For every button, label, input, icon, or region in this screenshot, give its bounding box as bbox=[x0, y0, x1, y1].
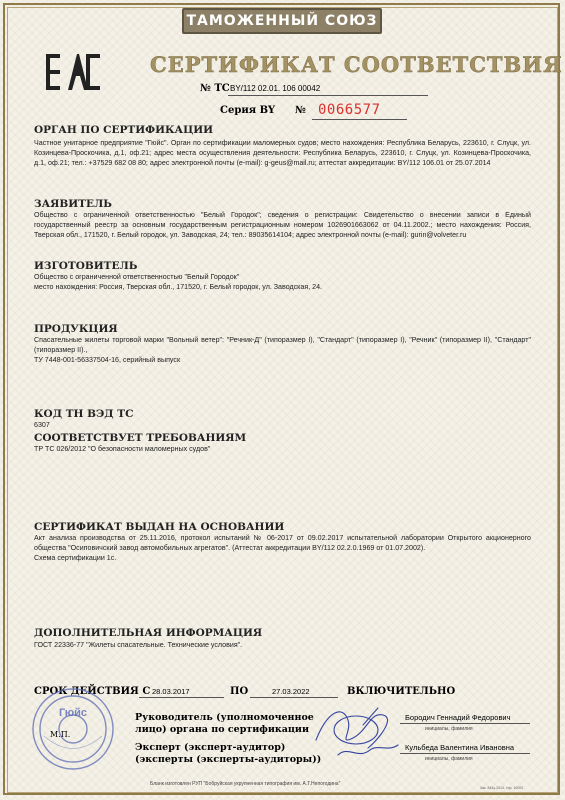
head-name: Бородич Геннадий Федорович bbox=[405, 713, 511, 722]
inclusive-label: ВКЛЮЧИТЕЛЬНО bbox=[347, 686, 456, 697]
valid-from-label: СРОК ДЕЙСТВИЯ С bbox=[34, 686, 151, 697]
product-description: Спасательные жилеты торговой марки "Вольный ветер": "Речник-Д" (типоразмер I), "Стандарт" (типоразмер I), "Речник" (типоразмер II), "Стандарт" (типоразмер II)., bbox=[34, 336, 531, 354]
hs-code-value: 6307 bbox=[34, 421, 50, 429]
manufacturer-text bbox=[34, 273, 531, 293]
eac-logo-icon bbox=[46, 52, 100, 92]
valid-to-date: 27.03.2022 bbox=[272, 687, 310, 696]
manufacturer-heading: ИЗГОТОВИТЕЛЬ bbox=[34, 260, 138, 272]
basis-description: Акт анализа производства от 25.11.2016, протокол испытаний № 06-2017 от 09.02.2017 испытательной лаборатории Открытого акционерного общества "Осиповичский завод автомобильных агрегатов". (Аттестат аккредитации BY/112 02.2.0.1969 от 01.07.2002). bbox=[34, 534, 531, 552]
requirements-text: ТР ТС 026/2012 "О безопасности маломерных судов" bbox=[34, 445, 211, 453]
additional-info-text: ГОСТ 22336-77 "Жилеты спасательные. Технические условия". bbox=[34, 641, 243, 649]
serial-number: 0066577 bbox=[318, 102, 381, 118]
expert-name-caption: инициалы, фамилия bbox=[425, 756, 473, 762]
expert-name: Кульбеда Валентина Ивановна bbox=[405, 743, 515, 752]
requirements-heading: СООТВЕТСТВУЕТ ТРЕБОВАНИЯМ bbox=[34, 432, 247, 444]
organ-text: Частное унитарное предприятие "Гюйс". Орган по сертификации маломерных судов; место нахождения: Республика Беларусь, 223610, г. Слуцк, ул. Козинцева-Проскочика, д.1, оф.21; адрес места осуществления деятельности: Республика Беларусь, 223610, г. Слуцк, ул. Козинцева-Проскочика, д.1, оф.21; тел.: +37529 682 08 80; адрес электронной почты (e-mail): g-geus@mail.ru; аттестат аккредитации: BY/112 106.01 от 25.07.2014 bbox=[34, 139, 531, 167]
seal-place-label: М.П. bbox=[50, 730, 71, 739]
number-label: № ТС bbox=[200, 83, 230, 94]
head-name-caption: инициалы, фамилия bbox=[425, 726, 473, 732]
signature-icon bbox=[308, 700, 408, 765]
series-label: Серия BY bbox=[220, 105, 276, 116]
seal-stamp-icon bbox=[30, 686, 116, 772]
basis-text bbox=[34, 534, 531, 563]
footer-order: Зак. 844у-2014, тир. 10000 bbox=[480, 786, 524, 790]
basis-heading: СЕРТИФИКАТ ВЫДАН НА ОСНОВАНИИ bbox=[34, 521, 285, 533]
certificate-number bbox=[200, 83, 430, 97]
head-role: Руководитель (уполномоченное лицо) органа по сертификации bbox=[135, 712, 314, 736]
series-no-label: № bbox=[295, 105, 306, 116]
valid-from-date: 28.03.2017 bbox=[152, 687, 190, 696]
applicant-text: Общество с ограниченной ответственностью "Белый Городок"; сведения о регистрации: Свидетельство о внесении записи в Единый государственный реестр за основным государственным регистрационным номером 1026901663062 от 04.11.2002.; место нахождения: Россия, Тверская обл., 171520, г. Белый городок, ул. Заводская, 24; тел.: 89035614104; адрес электронной почты (e-mail): gurin@volveter.ru bbox=[34, 211, 531, 239]
manufacturer-address: место нахождения: Россия, Тверская обл., 171520, г. Белый городок, ул. Заводская, 24. bbox=[34, 282, 323, 291]
product-heading: ПРОДУКЦИЯ bbox=[34, 323, 118, 335]
certificate-title: СЕРТИФИКАТ СООТВЕТСТВИЯ bbox=[150, 52, 563, 77]
banner-text: ТАМОЖЕННЫЙ СОЮЗ bbox=[186, 13, 378, 29]
expert-role: Эксперт (эксперт-аудитор) (эксперты (эксперты-аудиторы)) bbox=[135, 742, 322, 766]
stamp-text: Гюйс bbox=[58, 707, 88, 719]
customs-union-banner bbox=[182, 8, 382, 34]
hs-code-heading: КОД ТН ВЭД ТС bbox=[34, 408, 134, 420]
footer-printer: Бланк изготовлен РУП "Бобруйская укрупненная типография им. А.Т.Непогодина" bbox=[150, 781, 341, 787]
product-spec: ТУ 7448-001-56337504-16, серийный выпуск bbox=[34, 355, 181, 364]
valid-to-label: ПО bbox=[230, 686, 249, 697]
organ-heading: ОРГАН ПО СЕРТИФИКАЦИИ bbox=[34, 124, 214, 136]
number-value: BY/112 02.01. 106 00042 bbox=[230, 84, 321, 93]
series-line bbox=[220, 102, 440, 121]
manufacturer-name: Общество с ограниченной ответственностью "Белый Городок" bbox=[34, 273, 240, 281]
applicant-heading: ЗАЯВИТЕЛЬ bbox=[34, 198, 112, 210]
additional-info-heading: ДОПОЛНИТЕЛЬНАЯ ИНФОРМАЦИЯ bbox=[34, 627, 263, 639]
basis-scheme: Схема сертификации 1с. bbox=[34, 553, 117, 562]
product-text bbox=[34, 336, 531, 365]
